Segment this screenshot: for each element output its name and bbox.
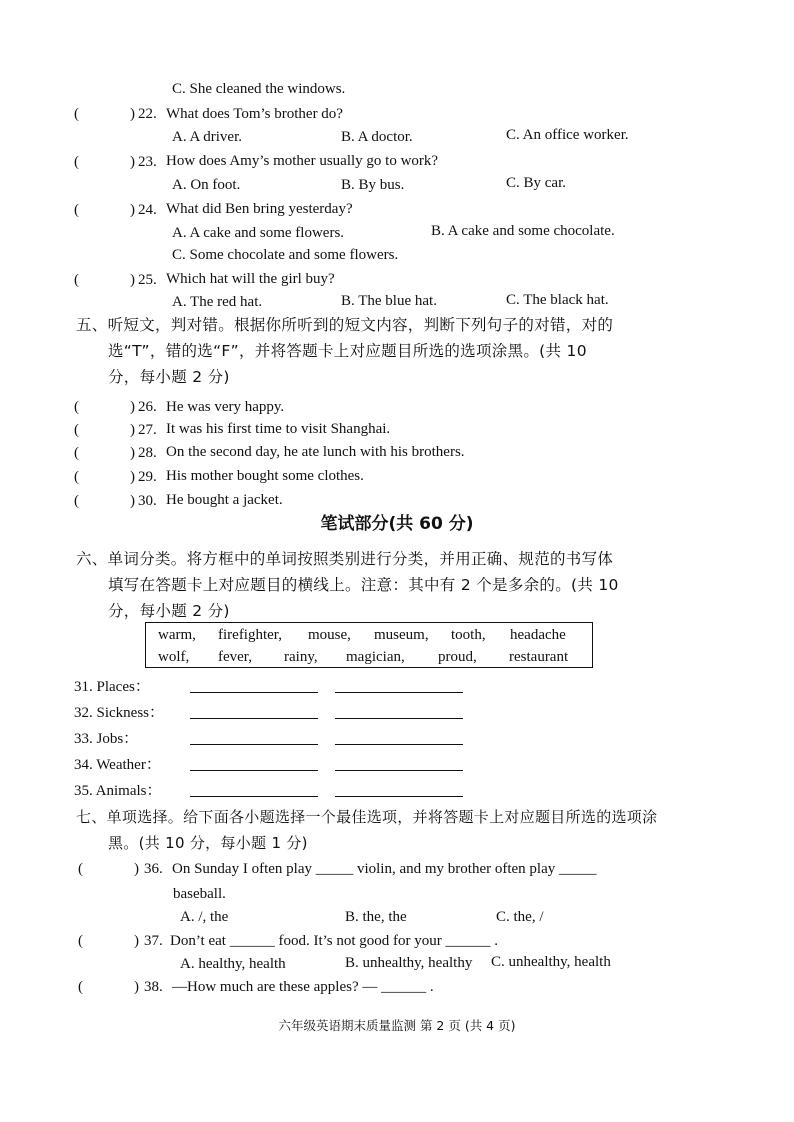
answer-paren-open[interactable]: (: [74, 272, 79, 288]
question-text: —How much are these apples? — ______ .: [172, 979, 434, 995]
category-label-places: 31. Places：: [74, 679, 150, 695]
paren-close: ): [130, 445, 135, 461]
option-a: A. On foot.: [172, 177, 241, 193]
option-b: B. A cake and some chocolate.: [431, 223, 615, 239]
option-b: B. By bus.: [341, 177, 405, 193]
answer-line[interactable]: [190, 770, 318, 771]
paren-close: ): [134, 933, 139, 949]
word: proud,: [438, 649, 477, 665]
answer-line[interactable]: [190, 718, 318, 719]
category-label-animals: 35. Animals：: [74, 783, 162, 799]
question-number: 38.: [144, 979, 163, 995]
word: magician,: [346, 649, 405, 665]
question-number: 30.: [138, 493, 157, 509]
answer-paren-close: ): [130, 272, 135, 288]
question-text-cont: baseball.: [173, 886, 226, 902]
answer-paren[interactable]: (: [78, 933, 83, 949]
question-number: 27.: [138, 422, 157, 438]
question-text: His mother bought some clothes.: [166, 468, 364, 484]
paren-close: ): [134, 861, 139, 877]
option-a: A. A driver.: [172, 129, 242, 145]
answer-paren-close: ): [130, 106, 135, 122]
question-text: Which hat will the girl buy?: [166, 271, 335, 287]
question-number: 36.: [144, 861, 163, 877]
answer-paren[interactable]: (: [74, 493, 79, 509]
word: fever,: [218, 649, 252, 665]
word: firefighter,: [218, 627, 282, 643]
category-label-jobs: 33. Jobs：: [74, 731, 139, 747]
q21-option-c: C. She cleaned the windows.: [172, 81, 346, 97]
section-5-line-3: 分，每小题 2 分): [108, 368, 230, 386]
question-number: 26.: [138, 399, 157, 415]
word: wolf,: [158, 649, 190, 665]
word: headache: [510, 627, 566, 643]
category-label-sickness: 32. Sickness：: [74, 705, 165, 721]
written-part-title: 笔试部分(共 60 分): [320, 514, 474, 534]
question-number: 37.: [144, 933, 163, 949]
word: rainy,: [284, 649, 318, 665]
option-c: C. By car.: [506, 175, 566, 191]
option-c: C. the, /: [496, 909, 544, 925]
option-b: B. A doctor.: [341, 129, 413, 145]
option-c: C. Some chocolate and some flowers.: [172, 247, 399, 263]
section-6-line-3: 分，每小题 2 分): [108, 602, 230, 620]
word-box: [145, 622, 593, 668]
paren-close: ): [134, 979, 139, 995]
option-a: A. healthy, health: [180, 956, 286, 972]
answer-line[interactable]: [190, 744, 318, 745]
category-label-weather: 34. Weather：: [74, 757, 161, 773]
paren-close: ): [130, 422, 135, 438]
answer-line[interactable]: [335, 796, 463, 797]
answer-paren[interactable]: (: [74, 399, 79, 415]
section-7-line-1: 七、单项选择。给下面各小题选择一个最佳选项，并将答题卡上对应题目所选的选项涂: [76, 808, 658, 826]
question-text: He bought a jacket.: [166, 492, 283, 508]
answer-paren[interactable]: (: [78, 861, 83, 877]
question-text: Don’t eat ______ food. It’s not good for your ______ .: [170, 933, 499, 949]
question-text: He was very happy.: [166, 399, 285, 415]
word: mouse,: [308, 627, 351, 643]
question-text: How does Amy’s mother usually go to work?: [166, 153, 439, 169]
question-number: 29.: [138, 469, 157, 485]
option-c: C. The black hat.: [506, 292, 609, 308]
answer-paren-close: ): [130, 202, 135, 218]
answer-line[interactable]: [335, 692, 463, 693]
option-a: A. The red hat.: [172, 294, 263, 310]
section-7-instructions: [76, 804, 716, 856]
section-5-line-1: 五、听短文，判对错。根据你所听到的短文内容，判断下列句子的对错，对的: [76, 316, 614, 334]
section-5-line-2: 选“T”，错的选“F”，并将答题卡上对应题目所选的选项涂黑。(共 10: [108, 342, 587, 360]
question-text: On Sunday I often play _____ violin, and my brother often play _____: [172, 861, 597, 877]
section-7-line-2: 黑。(共 10 分，每小题 1 分): [108, 834, 308, 852]
paren-close: ): [130, 469, 135, 485]
word: warm,: [158, 627, 196, 643]
question-number: 28.: [138, 445, 157, 461]
answer-paren[interactable]: (: [78, 979, 83, 995]
answer-paren-open[interactable]: (: [74, 154, 79, 170]
answer-paren-open[interactable]: (: [74, 106, 79, 122]
page-footer: 六年级英语期末质量监测 第 2 页 (共 4 页): [278, 1018, 516, 1033]
answer-line[interactable]: [190, 796, 318, 797]
paren-close: ): [130, 493, 135, 509]
word: museum,: [374, 627, 429, 643]
question-number: 24.: [138, 202, 157, 218]
answer-paren[interactable]: (: [74, 445, 79, 461]
section-5-instructions: [76, 312, 676, 390]
answer-paren[interactable]: (: [74, 469, 79, 485]
section-6-instructions: [76, 546, 676, 624]
question-text: What did Ben bring yesterday?: [166, 201, 353, 217]
section-6-line-2: 填写在答题卡上对应题目的横线上。注意：其中有 2 个是多余的。(共 10: [108, 576, 619, 594]
word: tooth,: [451, 627, 486, 643]
paren-close: ): [130, 399, 135, 415]
answer-line[interactable]: [190, 692, 318, 693]
option-c: C. unhealthy, health: [491, 954, 611, 970]
answer-line[interactable]: [335, 744, 463, 745]
question-text: What does Tom’s brother do?: [166, 106, 343, 122]
section-6-line-1: 六、单词分类。将方框中的单词按照类别进行分类，并用正确、规范的书写体: [76, 550, 614, 568]
question-number: 23.: [138, 154, 157, 170]
answer-line[interactable]: [335, 770, 463, 771]
question-number: 22.: [138, 106, 157, 122]
answer-paren-close: ): [130, 154, 135, 170]
option-b: B. unhealthy, healthy: [345, 955, 473, 971]
option-b: B. The blue hat.: [341, 293, 437, 309]
word: restaurant: [509, 649, 569, 665]
option-c: C. An office worker.: [506, 127, 629, 143]
answer-line[interactable]: [335, 718, 463, 719]
option-b: B. the, the: [345, 909, 407, 925]
question-text: On the second day, he ate lunch with his brothers.: [166, 444, 465, 460]
answer-paren-open[interactable]: (: [74, 202, 79, 218]
option-a: A. /, the: [180, 909, 229, 925]
question-text: It was his first time to visit Shanghai.: [166, 421, 391, 437]
answer-paren[interactable]: (: [74, 422, 79, 438]
option-a: A. A cake and some flowers.: [172, 225, 345, 241]
question-number: 25.: [138, 272, 157, 288]
